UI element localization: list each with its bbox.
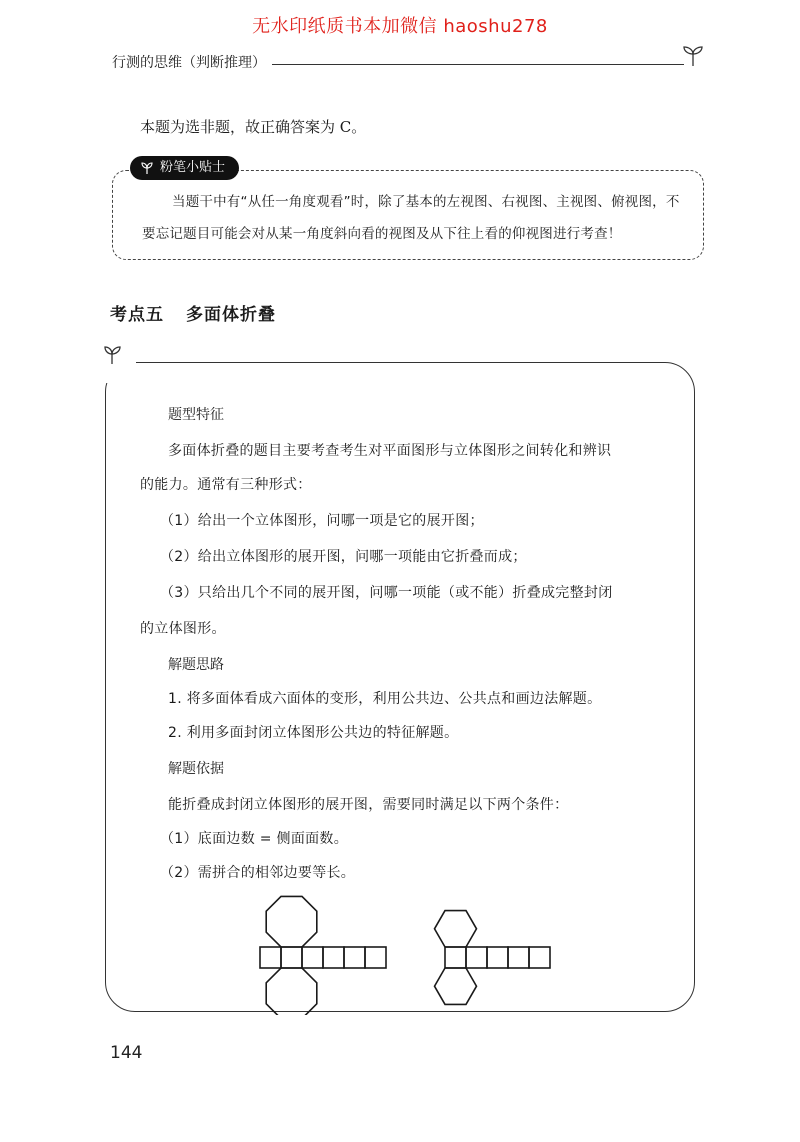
net-square [281, 947, 302, 968]
net-square [344, 947, 365, 968]
net-hexagon-top [435, 911, 477, 947]
net-square [365, 947, 386, 968]
net-square [323, 947, 344, 968]
header-rule [272, 64, 684, 65]
hexagonal-prism-net [435, 911, 551, 1005]
watermark: 无水印纸质书本加微信 haoshu278 [252, 16, 548, 37]
net-square [508, 947, 529, 968]
section-number: 考点五 [110, 305, 164, 325]
net-square [260, 947, 281, 968]
net-square [529, 947, 550, 968]
net-square [466, 947, 487, 968]
approach-item-2: 2. 利用多面封闭立体图形公共边的特征解题。 [168, 725, 459, 741]
tip-label-badge [130, 156, 239, 180]
features-heading: 题型特征 [168, 407, 224, 423]
features-paragraph-line1: 多面体折叠的题目主要考查考生对平面图形与立体图形之间转化和辨识 [168, 443, 612, 459]
features-paragraph-line2: 的能力。通常有三种形式： [140, 477, 312, 493]
net-square [487, 947, 508, 968]
tip-label: 粉笔小贴士 [160, 160, 226, 175]
net-square [445, 947, 466, 968]
features-item-3-line2: 的立体图形。 [140, 621, 226, 637]
features-item-3-line1: （3）只给出几个不同的展开图，问哪一项能（或不能）折叠成完整封闭 [160, 585, 613, 601]
octagonal-prism-net [260, 896, 386, 1015]
net-octagon-top [266, 896, 317, 947]
tip-text: 当题干中有“从任一角度观看”时，除了基本的左视图、右视图、主视图、俯视图，不要忘记题目可能会对从某一角度斜向看的视图及从下往上看的仰视图进行考查！ [142, 194, 680, 242]
net-hexagon-bottom [435, 968, 477, 1004]
running-header-title: 行测的思维（判断推理） [112, 55, 266, 71]
approach-heading: 解题思路 [168, 657, 224, 673]
features-item-2: （2）给出立体图形的展开图，问哪一项能由它折叠而成； [160, 549, 527, 565]
basis-item-2: （2）需拼合的相邻边要等长。 [160, 865, 356, 881]
net-figures [240, 895, 580, 1015]
answer-conclusion: 本题为选非题，故正确答案为 C。 [140, 118, 367, 136]
basis-intro: 能折叠成封闭立体图形的展开图，需要同时满足以下两个条件： [168, 797, 569, 813]
page-number: 144 [110, 1043, 143, 1063]
net-octagon-bottom [266, 968, 317, 1015]
section-name: 多面体折叠 [186, 305, 276, 325]
sprout-icon [103, 340, 133, 364]
net-square [302, 947, 323, 968]
basis-item-1: （1）底面边数 = 侧面面数。 [160, 831, 349, 847]
approach-item-1: 1. 将多面体看成六面体的变形，利用公共边、公共点和画边法解题。 [168, 691, 602, 707]
basis-heading: 解题依据 [168, 761, 224, 777]
sprout-icon [680, 42, 706, 68]
features-item-1: （1）给出一个立体图形，问哪一项是它的展开图； [160, 513, 484, 529]
section-title [110, 300, 276, 325]
sprout-icon [140, 161, 154, 175]
